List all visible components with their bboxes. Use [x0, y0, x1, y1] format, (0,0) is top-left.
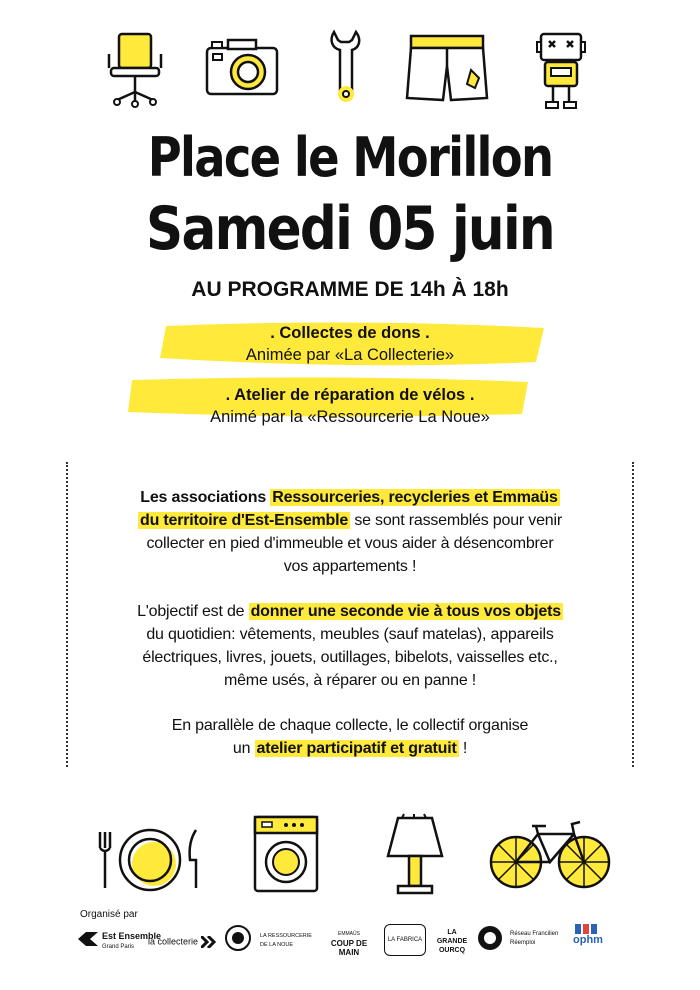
- paragraph-3: [80, 714, 620, 760]
- p1-text-b: se sont rassemblés pour venir: [354, 512, 562, 529]
- chair-icon: [105, 28, 165, 108]
- ophm-name: ophm: [573, 934, 603, 946]
- p2-text-a: L'objectif est de: [137, 603, 245, 620]
- logo-coup-de-main: [328, 928, 370, 957]
- est-ensemble-name: Est Ensemble: [102, 931, 162, 941]
- p2-highlight: donner une seconde vie à tous vos objets: [250, 603, 561, 620]
- logo-round-badge: [224, 924, 252, 952]
- p3-text-c: !: [462, 740, 468, 757]
- est-ensemble-sub: Grand Paris: [102, 944, 135, 950]
- est-ensemble-mark-icon: [78, 932, 98, 946]
- plate-cutlery-icon: [94, 826, 206, 892]
- p2-text-d: même usés, à réparer ou en panne !: [223, 672, 477, 689]
- collecterie-arrows-icon: [201, 936, 217, 948]
- program-heading: AU PROGRAMME DE 14h À 18h: [191, 278, 509, 301]
- p1-text-a: Les associations: [140, 489, 267, 506]
- logo-gear-badge: [476, 924, 504, 952]
- coup-de-main-name: COUP DE MAIN: [330, 939, 368, 957]
- logo-ophm: [568, 924, 608, 945]
- camera-icon: [204, 36, 280, 98]
- paragraph-2: [80, 600, 620, 692]
- logo-fabrica: LA FABRICA: [384, 924, 426, 956]
- activity-1-subtitle: Animée par «La Collecterie»: [245, 346, 455, 364]
- p1-highlight-2: du territoire d'Est-Ensemble: [140, 512, 349, 529]
- activity-2: [0, 384, 700, 428]
- p2-text-c: électriques, livres, jouets, outillages, bibelots, vaisselles etc.,: [142, 649, 558, 666]
- p1-text-d: vos appartements !: [283, 558, 417, 575]
- activity-2-subtitle: Animé par la «Ressourcerie La Noue»: [210, 408, 490, 426]
- activity-2-title: . Atelier de réparation de vélos .: [225, 386, 475, 404]
- ophm-stripes-icon: [575, 924, 601, 934]
- collecterie-name: la collecterie: [148, 936, 199, 947]
- shorts-icon: [405, 32, 489, 104]
- p3-highlight: atelier participatif et gratuit: [256, 740, 457, 757]
- logo-grande-ourcq: LA GRANDE OURCQ: [436, 929, 468, 954]
- bicycle-icon: [488, 818, 612, 890]
- emmaus-name: EMMAÜS: [338, 931, 360, 937]
- dotted-border-right: [632, 462, 634, 767]
- p2-text-b: du quotidien: vêtements, meubles (sauf matelas), appareils: [146, 626, 554, 643]
- activity-1: [0, 322, 700, 366]
- logo-reseau-francilien: Réseau Francilien Réemploi: [510, 931, 559, 946]
- location-title: Place le Morillon: [147, 126, 553, 189]
- dotted-border-left: [66, 462, 68, 767]
- p3-text-b: un: [232, 740, 251, 757]
- wrench-icon: [328, 28, 362, 106]
- lamp-icon: [384, 812, 446, 896]
- p1-text-c: collecter en pied d'immeuble et vous aider à désencombrer: [146, 535, 554, 552]
- activity-1-title: . Collectes de dons .: [270, 324, 430, 342]
- date-title: Samedi 05 juin: [146, 194, 554, 264]
- p3-text-a: En parallèle de chaque collecte, le collectif organise: [171, 717, 529, 734]
- logo-ressourcerie-noue: LA RESSOURCERIE DE LA NOUE: [260, 933, 312, 948]
- p1-highlight-1: Ressourceries, recycleries et Emmaüs: [272, 489, 558, 506]
- washing-machine-icon: [252, 814, 320, 894]
- robot-icon: [535, 28, 587, 110]
- partner-logos: [78, 924, 618, 964]
- paragraph-1: [80, 486, 620, 578]
- organized-by-label: Organisé par: [80, 909, 138, 920]
- logo-collecterie: [148, 936, 217, 948]
